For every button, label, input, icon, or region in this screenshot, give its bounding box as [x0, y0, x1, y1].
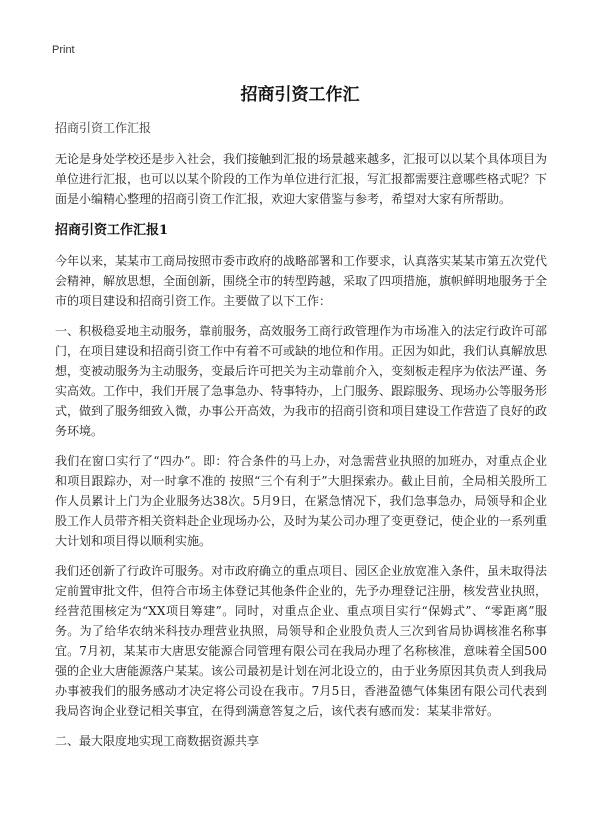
section-heading: 招商引资工作汇报1	[55, 223, 169, 238]
print-link[interactable]: Print	[52, 44, 75, 56]
section-subheading: 二、最大限度地实现工商数据资源共享	[55, 734, 260, 748]
article-subtitle: 招商引资工作汇报	[55, 121, 152, 135]
body-paragraph: 我们在窗口实行了“四办”。即：符合条件的马上办，对急需营业执照的加班办，对重点企业和项目跟踪办，对一时拿不准的 按照“三个有利于”大胆探索办。截止目前，全局相关股所工作人员累计上门为企业服务达38次。5月9日，在紧急情况下，我们急事急办，局领导和企业股工作人员带齐相关资料赴企业现场办公，及时为某公司办理了变更登记，使企业的一系列重大计划和项目得以顺利实施。	[55, 454, 548, 548]
page-title: 招商引资工作汇	[240, 85, 360, 105]
body-paragraph: 我们还创新了行政许可服务。对市政府确立的重点项目、园区企业放宽准入条件，虽未取得法定前置审批文件，但符合市场主体登记其他条件企业的，先予办理登记注册，核发营业执照，经营范围核定为“XX项目筹建”。同时，对重点企业、重点项目实行“保姆式”、“零距离”服务。为了给华农纳米科技办理营业执照，局领导和企业股负责人三次到省局协调核准名称事宜。7月初，某某市大唐思安能源合同管理有限公司在我局办理了名称核准，意味着全国500强的企业大唐能源落户某某。该公司最初是计划在河北设立的，由于业务原因其负责人到我局办事被我们的服务感动才决定将公司设在我市。7月5日，香港盈德气体集团有限公司代表到我局咨询企业登记相关事宜，在得到满意答复之后，该代表有感而发：某某非常好。	[55, 564, 548, 718]
article-body	[55, 118, 547, 761]
body-paragraph: 今年以来，某某市工商局按照市委市政府的战略部署和工作要求，认真落实某某市第五次党代会精神，解放思想，全面创新，围绕全市的转型跨越，采取了四项措施，旗帜鲜明地服务于全市的项目建设和招商引资工作。主要做了以下工作：	[55, 254, 548, 308]
intro-paragraph: 无论是身处学校还是步入社会，我们接触到汇报的场景越来越多，汇报可以以某个具体项目为单位进行汇报，也可以以某个阶段的工作为单位进行汇报，写汇报都需要注意哪些格式呢？下面是小编精心整理的招商引资工作汇报，欢迎大家借鉴与参考，希望对大家有所帮助。	[55, 152, 548, 206]
body-paragraph: 一、积极稳妥地主动服务，靠前服务，高效服务工商行政管理作为市场准入的法定行政许可部门，在项目建设和招商引资工作中有着不可或缺的地位和作用。正因为如此，我们认真解放思想，变被动服务为主动服务，变最后许可把关为主动靠前介入，变刻板走程序为依法严谨、务实高效。工作中，我们开展了急事急办、特事特办，上门服务、跟踪服务、现场办公等服务形式，做到了服务细致入微，办事公开高效，为我市的招商引资和项目建设工作营造了良好的政务环境。	[55, 324, 548, 438]
